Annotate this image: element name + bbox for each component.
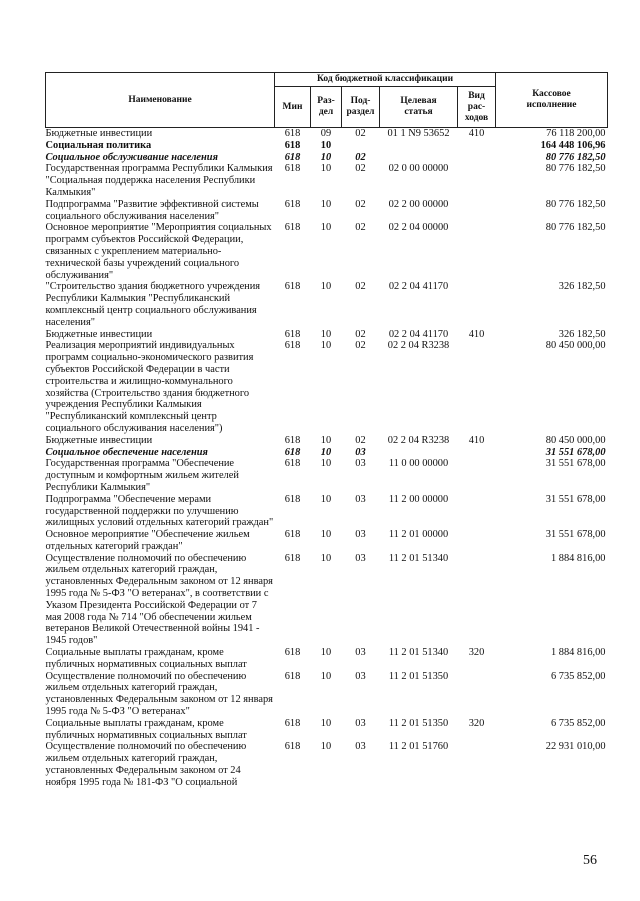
row-min: 618	[284, 458, 301, 470]
table-row	[46, 199, 608, 223]
row-celevaya: 11 2 01 51340	[388, 647, 449, 659]
row-razdel: 10	[320, 552, 332, 564]
row-podrazdel: 03	[355, 446, 366, 458]
row-sum: 31 551 678,00	[545, 493, 606, 505]
budget-table	[45, 72, 608, 789]
row-min: 618	[284, 328, 301, 340]
row-min: 618	[284, 717, 301, 729]
row-podrazdel: 02	[355, 151, 366, 163]
table-row	[46, 741, 608, 788]
row-vid	[458, 222, 496, 281]
row-vid	[458, 340, 496, 434]
row-name: Осуществление полномочий по обеспечению жильем отдельных категорий граждан, установленных Федеральным законом от 12 января 1995 года № 5-ФЗ "О ветеранах"	[45, 670, 273, 718]
row-name: Подпрограмма "Развитие эффективной системы социального обслуживания населения"	[45, 198, 259, 222]
row-razdel: 10	[320, 328, 332, 340]
budget-document	[45, 72, 607, 789]
row-vid	[458, 140, 496, 152]
table-header	[46, 73, 608, 128]
row-sum: 6 735 852,00	[550, 670, 606, 682]
row-razdel: 10	[320, 741, 332, 753]
table-row	[46, 647, 608, 671]
row-celevaya: 02 2 04 R3238	[387, 434, 450, 446]
row-min: 618	[284, 151, 301, 163]
row-podrazdel: 03	[355, 529, 366, 541]
row-razdel: 10	[320, 458, 332, 470]
row-sum: 31 551 678,00	[545, 458, 606, 470]
row-min: 618	[284, 163, 301, 175]
row-podrazdel: 02	[355, 128, 366, 139]
row-podrazdel: 02	[355, 222, 366, 234]
header-razdel: Раз- дел	[311, 87, 342, 128]
row-sum: 6 735 852,00	[550, 717, 606, 729]
row-name: Социальное обеспечение населения	[45, 446, 208, 458]
header-sum: Кассовое исполнение	[496, 73, 608, 128]
row-sum: 76 118 200,00	[546, 128, 606, 139]
row-celevaya: 11 2 01 51760	[388, 741, 449, 753]
row-podrazdel: 02	[355, 328, 366, 340]
row-celevaya: 02 0 00 00000	[388, 163, 449, 175]
row-podrazdel: 03	[355, 647, 366, 659]
table-row	[46, 222, 608, 281]
row-sum: 80 776 182,50	[545, 222, 606, 234]
row-razdel: 10	[320, 529, 332, 541]
row-name: Социальные выплаты гражданам, кроме публичных нормативных социальных выплат	[45, 647, 247, 670]
row-name: Бюджетные инвестиции	[45, 128, 153, 139]
table-row	[46, 494, 608, 529]
row-vid	[458, 447, 496, 459]
row-podrazdel: 02	[355, 340, 366, 352]
row-vid: 320	[468, 647, 485, 659]
row-min: 618	[284, 670, 301, 682]
row-min: 618	[284, 198, 301, 210]
row-razdel: 10	[320, 139, 332, 151]
row-name: Бюджетные инвестиции	[45, 328, 153, 340]
row-min: 618	[284, 529, 301, 541]
row-name: Реализация мероприятий индивидуальных программ социально-экономического развития субъектов Российской Федерации в части строительства и жилищно-коммунального хозяйства (Строительство здания бюджетного учреждения Республики Калмыкия "Республиканский комплексный центр социального обслуживания населения")	[45, 340, 254, 434]
row-podrazdel: 03	[355, 670, 366, 682]
row-razdel: 10	[320, 222, 332, 234]
row-razdel: 10	[320, 198, 332, 210]
row-name: Государственная программа "Обеспечение доступным и комфортным жильем жителей Республики Калмыкия"	[45, 458, 239, 493]
row-celevaya	[380, 447, 458, 459]
row-celevaya: 11 2 01 51350	[388, 670, 449, 682]
row-celevaya: 02 2 04 00000	[388, 222, 449, 234]
row-name: Государственная программа Республики Калмыкия "Социальная поддержка населения Республики Калмыкия"	[45, 163, 273, 198]
row-name: Осуществление полномочий по обеспечению жильем отдельных категорий граждан, установленных Федеральным законом от 12 января 1995 года № 5-ФЗ "О ветеранах", в соответствии с Указом Президента Российской Федерации от 7 мая 2008 года № 714 "Об обеспечении жильем ветеранов Великой Отечественной войны 1941 - 1945 годов"	[45, 552, 273, 647]
row-vid	[458, 553, 496, 647]
row-sum: 164 448 106,96	[540, 139, 606, 151]
header-celevaya: Целевая статья	[380, 87, 458, 128]
table-row	[46, 140, 608, 152]
row-sum: 80 450 000,00	[545, 434, 606, 446]
row-razdel: 10	[320, 163, 332, 175]
row-celevaya: 11 2 01 00000	[388, 529, 449, 541]
header-vid: Вид рас- ходов	[458, 87, 496, 128]
row-celevaya: 01 1 N9 53652	[387, 128, 450, 139]
row-vid: 410	[468, 434, 485, 446]
row-sum: 80 776 182,50	[545, 163, 606, 175]
header-name: Наименование	[46, 73, 275, 128]
row-name: Социальные выплаты гражданам, кроме публичных нормативных социальных выплат	[45, 717, 247, 741]
row-min: 618	[284, 493, 301, 505]
row-celevaya	[380, 152, 458, 164]
row-razdel: 10	[320, 340, 332, 352]
row-name: Бюджетные инвестиции	[45, 434, 153, 446]
row-razdel: 10	[320, 670, 332, 682]
row-name: Социальная политика	[45, 139, 152, 151]
row-celevaya: 02 2 04 41170	[388, 328, 449, 340]
header-code-group: Код бюджетной классификации	[275, 73, 496, 87]
row-celevaya: 02 2 00 00000	[388, 198, 449, 210]
row-sum: 80 450 000,00	[545, 340, 606, 352]
row-min: 618	[284, 222, 301, 234]
row-min: 618	[284, 340, 301, 352]
table-row	[46, 163, 608, 198]
row-sum: 1 884 816,00	[550, 552, 606, 564]
row-min: 618	[284, 128, 301, 139]
row-razdel: 10	[320, 446, 332, 458]
row-razdel: 10	[320, 281, 332, 293]
row-sum: 80 776 182,50	[545, 198, 606, 210]
row-razdel: 10	[320, 151, 332, 163]
row-min: 618	[284, 446, 301, 458]
row-podrazdel: 02	[355, 281, 366, 293]
row-vid	[458, 163, 496, 198]
row-vid	[458, 281, 496, 328]
row-razdel: 10	[320, 717, 332, 729]
table-row	[46, 128, 608, 140]
table-row	[46, 529, 608, 553]
row-name: "Строительство здания бюджетного учреждения Республики Калмыкия "Республиканский комплексный центр социального обслуживания населения"	[45, 281, 261, 328]
row-vid	[458, 458, 496, 493]
row-name: Социальное обслуживание населения	[45, 151, 218, 163]
row-vid	[458, 529, 496, 553]
row-sum: 31 551 678,00	[545, 529, 606, 541]
row-min: 618	[284, 647, 301, 659]
row-podrazdel: 02	[355, 434, 366, 446]
row-vid	[458, 494, 496, 529]
row-vid: 410	[468, 328, 485, 340]
table-row	[46, 671, 608, 718]
page-number: 56	[583, 853, 597, 868]
row-sum: 22 931 010,00	[545, 741, 606, 753]
row-podrazdel: 02	[355, 163, 366, 175]
row-name: Осуществление полномочий по обеспечению жильем отдельных категорий граждан, установленных Федеральным законом от 24 ноября 1995 года № 181-ФЗ "О социальной	[45, 741, 247, 788]
table-row	[46, 718, 608, 742]
row-celevaya: 02 2 04 R3238	[387, 340, 450, 352]
table-body	[46, 128, 608, 789]
table-row	[46, 458, 608, 493]
row-razdel: 10	[320, 493, 332, 505]
header-podrazdel: Под- раздел	[342, 87, 380, 128]
row-sum: 31 551 678,00	[545, 446, 606, 458]
header-min: Мин	[275, 87, 311, 128]
row-podrazdel: 03	[355, 493, 366, 505]
table-row	[46, 553, 608, 647]
row-sum: 1 884 816,00	[550, 647, 606, 659]
row-podrazdel: 03	[355, 458, 366, 470]
row-vid: 320	[468, 717, 485, 729]
row-sum: 80 776 182,50	[545, 151, 606, 163]
row-razdel: 10	[320, 647, 332, 659]
row-podrazdel: 03	[355, 552, 366, 564]
row-celevaya: 11 2 01 51340	[388, 552, 449, 564]
row-name: Основное мероприятие "Мероприятия социальных программ субъектов Российской Федерации, связанных с укреплением материально-технической базы учреждений социального обслуживания"	[45, 222, 272, 281]
row-razdel: 09	[320, 128, 332, 139]
row-vid	[458, 741, 496, 788]
row-min: 618	[284, 139, 301, 151]
row-podrazdel: 03	[355, 741, 366, 753]
row-celevaya: 11 2 00 00000	[388, 493, 449, 505]
table-row	[46, 435, 608, 447]
row-sum: 326 182,50	[558, 281, 606, 293]
row-celevaya: 11 0 00 00000	[388, 458, 449, 470]
table-row	[46, 281, 608, 328]
row-vid: 410	[468, 128, 485, 139]
row-celevaya	[380, 140, 458, 152]
row-min: 618	[284, 741, 301, 753]
row-razdel: 10	[320, 434, 332, 446]
row-vid	[458, 152, 496, 164]
row-name: Основное мероприятие "Обеспечение жильем отдельных категорий граждан"	[45, 529, 250, 552]
row-celevaya: 02 2 04 41170	[388, 281, 449, 293]
row-vid	[458, 199, 496, 223]
row-vid	[458, 671, 496, 718]
row-name: Подпрограмма "Обеспечение мерами государственной поддержки по улучшению жилищных условий отдельных категорий граждан"	[45, 493, 274, 529]
row-podrazdel: 02	[355, 198, 366, 210]
table-row	[46, 329, 608, 341]
table-row	[46, 447, 608, 459]
row-sum: 326 182,50	[558, 328, 606, 340]
table-row	[46, 152, 608, 164]
row-celevaya: 11 2 01 51350	[388, 717, 449, 729]
row-podrazdel: 03	[355, 717, 366, 729]
table-row	[46, 340, 608, 434]
row-min: 618	[284, 281, 301, 293]
row-min: 618	[284, 552, 301, 564]
row-min: 618	[284, 434, 301, 446]
row-podrazdel	[342, 140, 380, 152]
